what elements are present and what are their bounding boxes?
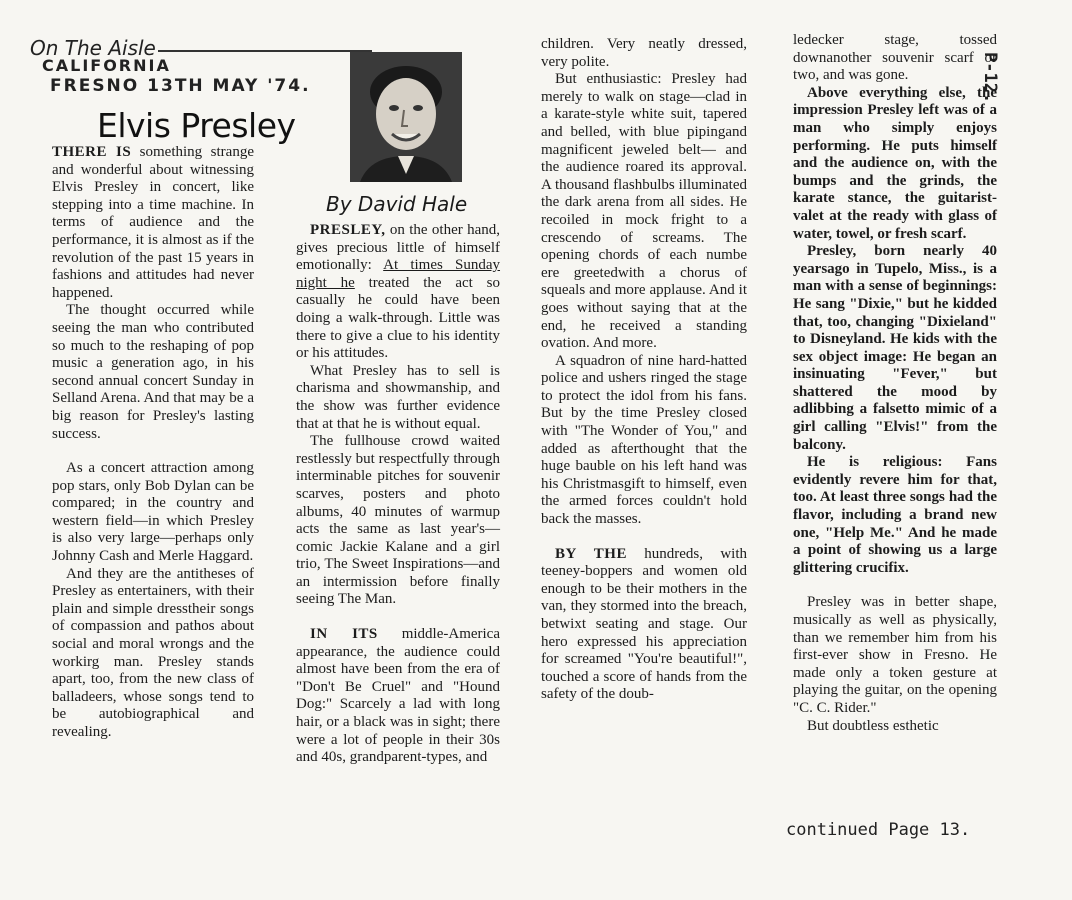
author-photo [350,52,462,182]
paragraph: A squadron of nine hard-hatted police and ushers ringed the stage to protect the idol from his fans. But by the time Presley closed with "The Wonder of You," and added as afterthought that the huge bauble on his left hand was his Christmasgift to himself, even the armed forces couldn't hold back the masses. [541,352,747,528]
paragraph: But enthusiastic: Presley had merely to walk on stage—clad in a karate-style white suit, tapered and belled, with blue pipingand magnificent jeweled belt— and the audience roared its approval. A thousand flashbulbs illuminated the dark arena from all sides. He recoiled in mock fright to a crescendo of screams. The opening chords of each numbe ere greetedwith a chorus of squeals and more applause. And it goes without saying that at the end, he received a standing ovation. And more. [541,71,747,352]
section-title: On The Aisle [30,36,156,60]
location-stamp: CALIFORNIA [42,56,171,75]
paragraph: As a concert attraction among pop stars, only Bob Dylan can be compared; in the country and western field—in which Presley is also very large—perhaps only Johnny Cash and Merle Haggard. [52,460,254,565]
paragraph: What Presley has to sell is charisma and showmanship, and the show was further evidence that at that he is without equal. [296,362,500,432]
paragraph: THERE IS something strange and wonderful about witnessing Elvis Presley in concert, like stepping into a time machine. In terms of audience and the performance, it is almost as if the revolution of the past 15 years in fashions and attitudes had never happened. [52,144,254,301]
portrait-image [350,52,462,182]
paragraph: Presley was in better shape, musically as well as physically, than we remember him from his first-ever show in Fresno. He made only a token gesture at playing the guitar, on the opening "C. C. Rider." [793,594,997,716]
paragraph: But doubtless esthetic [807,717,939,734]
paragraph: children. Very neatly dressed, very polite. [541,36,747,70]
paragraph: The fullhouse crowd waited restlessly but respectfully through interminable pitches for souvenir scarves, posters and photo albums, 40 minutes of warmup acts the same as last year's—comic Jackie Kalane and a girl trio, The Sweet Inspirations—and an intermission before finally seeing The Man. [296,433,500,608]
header-rule [158,50,372,52]
dateline-stamp: FRESNO 13TH MAY '74. [50,76,311,96]
paragraph: Presley, born nearly 40 yearsago in Tupelo, Miss., is a man with a sense of beginnings: He sang "Dixie," but he kidded that, too, changing "Dixieland" to Disneyland. He kids with the sex object image: He began an insinuating "Fever," but shattered the mood by adlibbing a falsetto mimic of a girl calling "Elvis!" from the balcony. [793,243,997,453]
paragraph: Above everything else, the impression Presley left was of a man who simply enjoys performing. He puts himself and the audience on, with the bumps and the grinds, the karate stance, the guitarist-valet at the ready with glass of water, towel, or fresh scarf. [793,84,997,242]
paragraph: BY THE hundreds, with teeney-boppers and women old enough to be their mothers in the van, they stormed into the breach, betwixt seating and stage. Our hero expressed his appreciation for screamed "You're beautiful!", touched a score of hands from the safety of the doub- [541,545,747,703]
continued-note: continued Page 13. [786,820,971,840]
paragraph: IN ITS middle-America appearance, the audience could almost have been from the era of "Don't Be Cruel" and "Hound Dog:" Scarcely a lad with long hair, or a black was in sight; there were a lot of people in their 30s and 40s, grandparent-types, and [296,626,500,766]
paragraph: The thought occurred while seeing the man who contributed so much to the reshaping of pop music a generation ago, in his second annual concert Sunday in Selland Arena. And that may be a big reason for Presley's lasting success. [52,302,254,442]
paragraph: PRESLEY, on the other hand, gives precious little of himself emotionally: At times Sunday night he treated the act so casually he could have been doing a walk-through. Little was there to give a clue to his identity or his attitudes. [296,222,501,362]
column-3 [541,36,747,704]
column-2 [296,222,500,767]
paragraph: ledecker stage, tossed downanother souvenir scarf or two, and was gone. [793,32,997,84]
page-note: P-12. [980,52,1000,104]
column-1 [52,144,254,742]
column-4 [793,32,997,735]
headline: Elvis Presley [97,106,296,145]
paragraph: He is religious: Fans evidently revere him for that, too. At least three songs had the flavor, including a brand new one, "Help Me." And he made a point of showing us a large glittering crucifix. [793,454,997,576]
byline: By David Hale [326,192,468,216]
paragraph: And they are the antitheses of Presley as entertainers, with their plain and simple dresstheir songs of compassion and pathos about social and moral wrongs and the workirg man. Presley stands apart, too, from the new class of balladeers, whose songs tend to be autobiographical and revealing. [52,565,254,740]
